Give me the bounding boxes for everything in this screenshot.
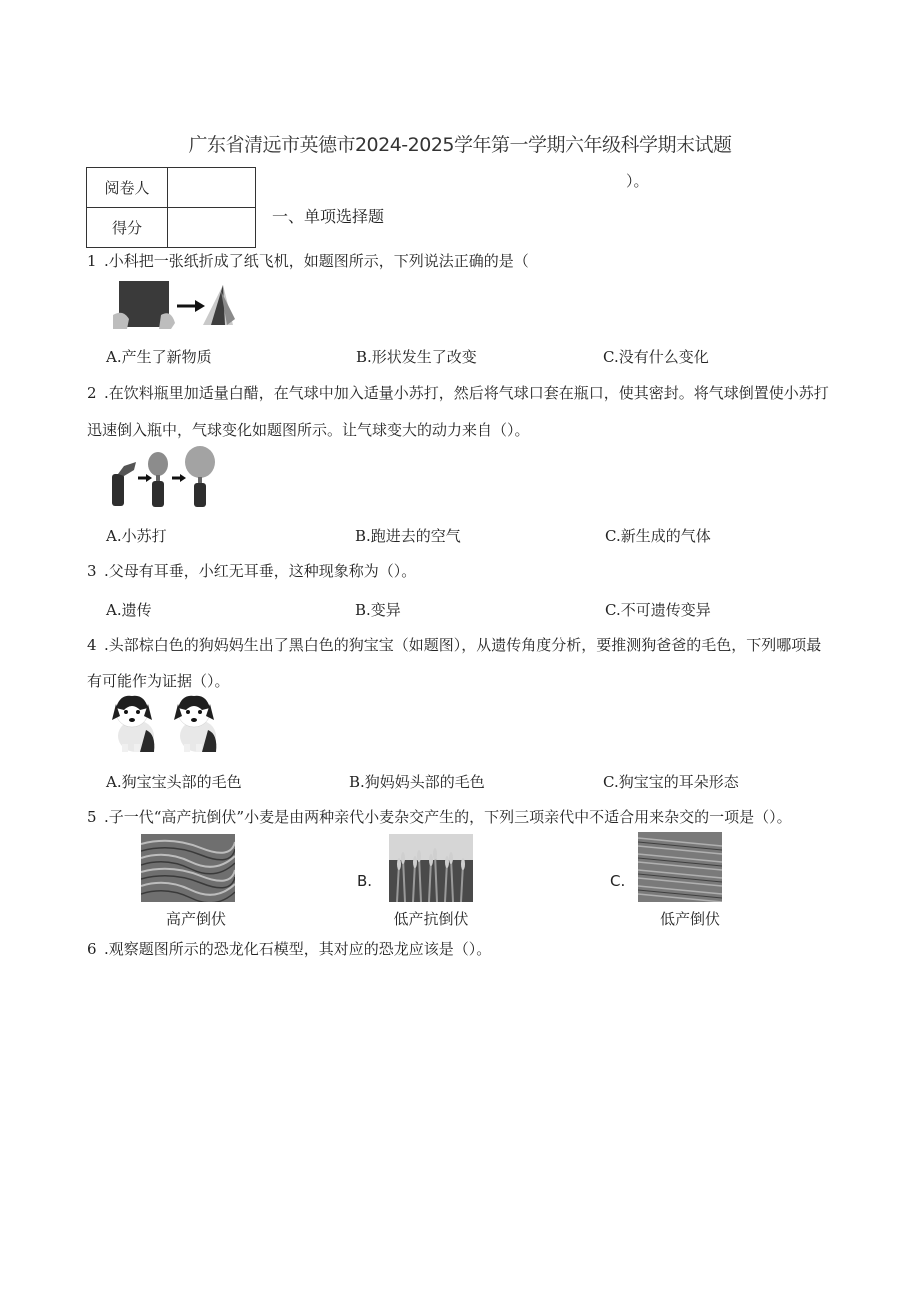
q1-option-a[interactable]: A.产生了新物质 [106,348,212,366]
q2-option-c[interactable]: C.新生成的气体 [605,527,711,545]
page-title: 广东省清远市英德市2024-2025学年第一学期六年级科学期末试题 [188,134,732,156]
paper-plane-figure [113,279,237,331]
q4-option-a[interactable]: A.狗宝宝头部的毛色 [106,773,242,791]
bottle-icon [112,474,124,506]
question-4-text-line2: 有可能作为证据（）。 [87,672,230,690]
question-4-number: 4 [87,636,97,654]
question-1-text: .小科把一张纸折成了纸飞机，如题图所示，下列说法正确的是（ [104,252,529,270]
wheat-label-b: 低产抗倒伏 [393,910,469,928]
reviewer-value[interactable] [168,168,256,208]
question-3-number: 3 [87,562,97,580]
question-6-number: 6 [87,940,97,958]
wheat-photo-b[interactable] [389,834,473,902]
question-3-text: .父母有耳垂，小红无耳垂，这种现象称为（）。 [104,562,417,580]
balloon-experiment-figure [110,446,220,510]
q3-option-b[interactable]: B.变异 [355,601,401,619]
question-2-text-line2: 迅速倒入瓶中，气球变化如题图所示。让气球变大的动力来自（）。 [87,421,530,439]
question-2-number: 2 [87,384,97,402]
question-2-text: .在饮料瓶里加适量白醋，在气球中加入适量小苏打，然后将气球口套在瓶口，使其密封。将气球倒置使小苏打 [104,384,829,402]
q3-option-a[interactable]: A.遗传 [106,601,152,619]
q5-option-b-mark[interactable]: B. [357,872,373,890]
q4-option-b[interactable]: B.狗妈妈头部的毛色 [349,773,485,791]
wheat-label-a: 高产倒伏 [165,910,226,928]
large-balloon-icon [185,446,215,478]
q3-option-c[interactable]: C.不可遗传变异 [605,601,711,619]
puppy-icon [174,696,216,752]
wheat-photo-c[interactable] [638,832,722,902]
score-label: 得分 [87,208,168,248]
q1-option-c[interactable]: C.没有什么变化 [603,348,709,366]
q1-option-b[interactable]: B.形状发生了改变 [356,348,477,366]
reviewer-label: 阅卷人 [87,168,168,208]
q2-option-a[interactable]: A.小苏打 [106,527,167,545]
score-value[interactable] [168,208,256,248]
wheat-photo-a[interactable] [141,834,235,902]
question-5-text: .子一代“高产抗倒伏”小麦是由两种亲代小麦杂交产生的，下列三项亲代中不适合用来杂交的一项是（）。 [104,808,792,826]
question-1-number: 1 [87,252,97,270]
score-table [86,167,256,248]
puppies-figure [110,690,226,754]
stray-mark: ）。 [626,172,649,190]
question-4-text: .头部棕白色的狗妈妈生出了黑白色的狗宝宝（如题图），从遗传角度分析，要推测狗爸爸的毛色，下列哪项最 [104,636,822,654]
puppy-icon [112,696,154,752]
q4-option-c[interactable]: C.狗宝宝的耳朵形态 [603,773,739,791]
wheat-label-c: 低产倒伏 [659,910,720,928]
question-5-number: 5 [87,808,97,826]
small-balloon-icon [148,452,168,476]
q2-option-b[interactable]: B.跑进去的空气 [355,527,461,545]
section-heading: 一、单项选择题 [272,207,385,226]
question-6-text: .观察题图所示的恐龙化石模型，其对应的恐龙应该是（）。 [104,940,492,958]
q5-option-c-mark[interactable]: C. [610,872,626,890]
